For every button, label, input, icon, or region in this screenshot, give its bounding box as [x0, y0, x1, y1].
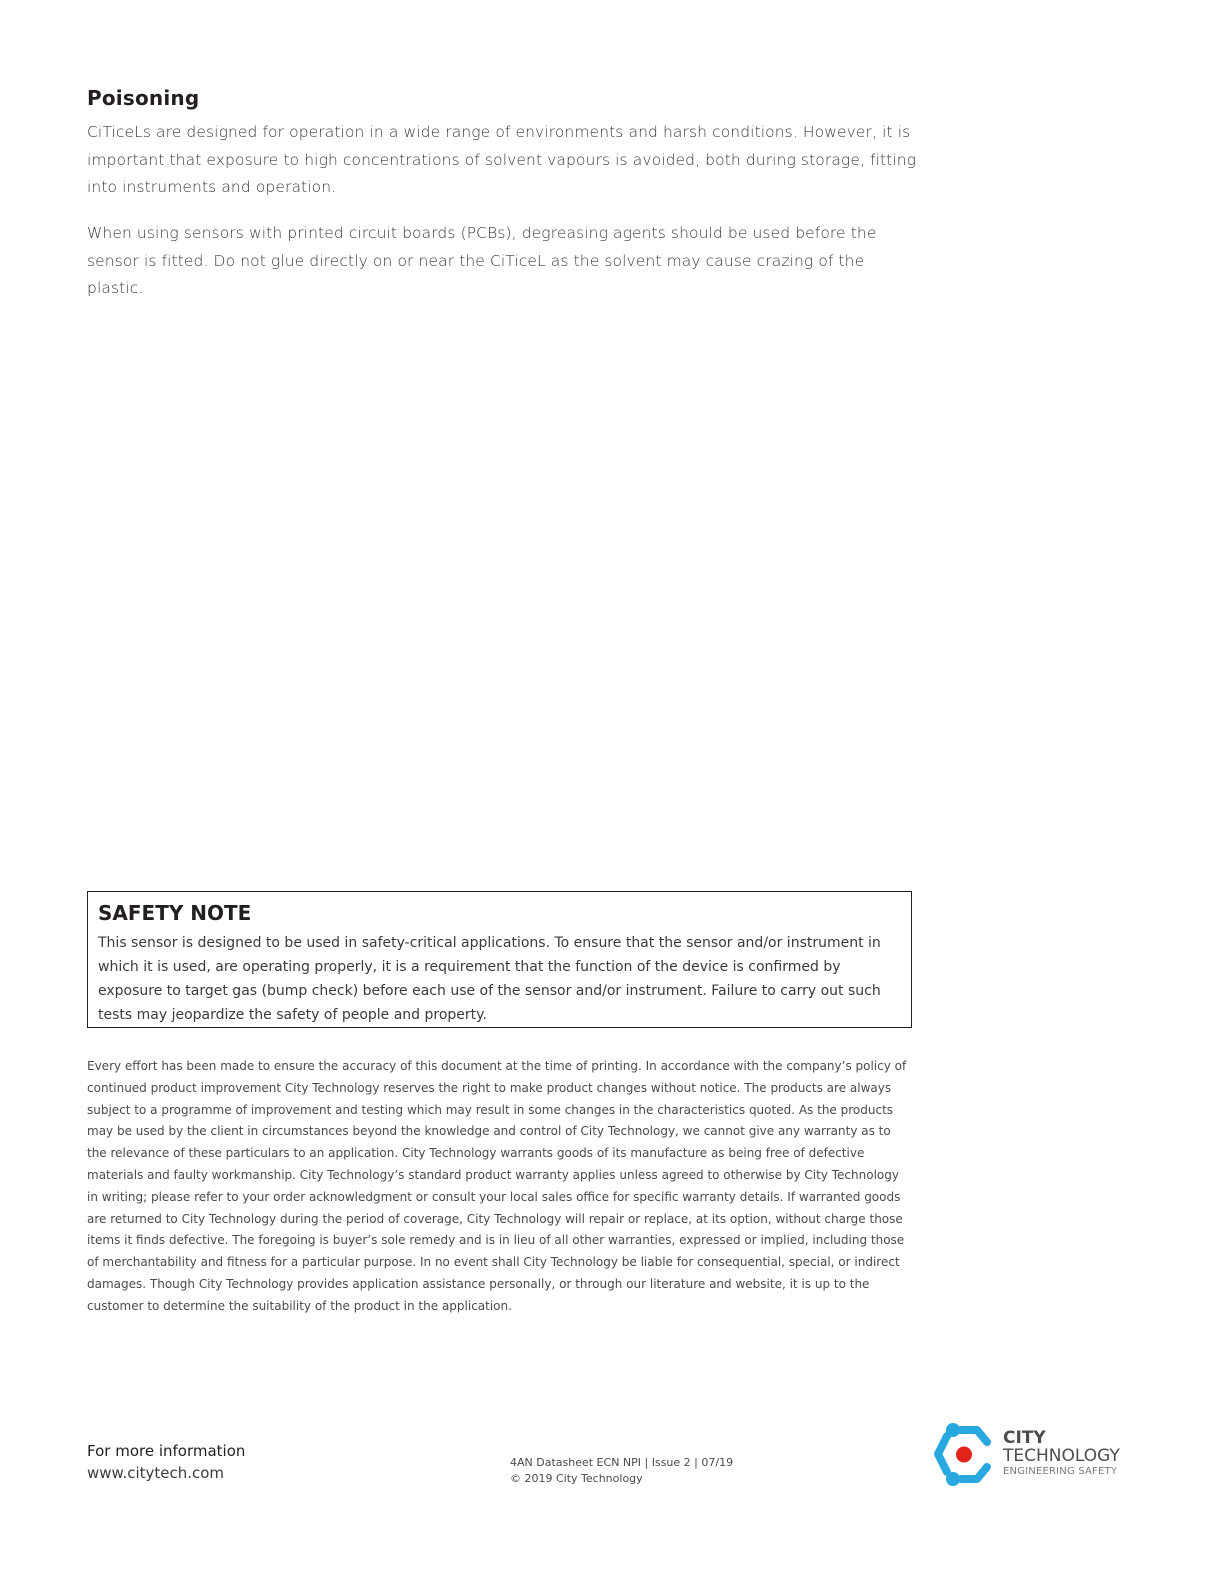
city-technology-logo — [933, 1420, 1133, 1490]
more-info-label: For more information — [87, 1442, 246, 1460]
poisoning-heading: Poisoning — [87, 86, 200, 110]
copyright-notice: © 2019 City Technology — [510, 1472, 643, 1485]
city-technology-logo-icon — [933, 1420, 999, 1490]
logo-word-technology: TECHNOLOGY — [1003, 1446, 1120, 1466]
logo-tagline: ENGINEERING SAFETY — [1003, 1466, 1118, 1477]
document-reference: 4AN Datasheet ECN NPI | Issue 2 | 07/19 — [510, 1456, 734, 1469]
poisoning-paragraph-1: CiTiceLs are designed for operation in a wide range of environments and harsh conditions. However, it is important that exposure to high concentrations of solvent vapours is avoided, both during storage, fitting into instruments and operation. — [87, 123, 917, 196]
logo-center-dot — [956, 1447, 972, 1463]
safety-note-box — [87, 891, 912, 1028]
logo-ring-top-right — [961, 1430, 987, 1442]
disclaimer-text: Every effort has been made to ensure the accuracy of this document at the time of printing. In accordance with the company’s policy of continued product improvement City Technology reserves the right to make product changes without notice. The products are always subject to a programme of improvement and testing which may result in some changes in the characteristics quoted. As the products may be used by the client in circumstances beyond the knowledge and control of City Technology, we cannot give any warranty as to the relevance of these particulars to an application. City Technology warrants goods of its manufacture as being free of defective materials and faulty workmanship. City Technology’s standard product warranty applies unless agreed to otherwise by City Technology in writing; please refer to your order acknowledgment or consult your local sales office for specific warranty details. If warranted goods are returned to City Technology during the period of coverage, City Technology will repair or replace, at its option, without charge those items it finds defective. The foregoing is buyer’s sole remedy and is in lieu of all other warranties, expressed or implied, including those of merchantability and fitness for a particular purpose. In no event shall City Technology be liable for consequential, special, or indirect damages. Though City Technology provides application assistance personally, or through our literature and website, it is up to the customer to determine the suitability of the product in the application. — [87, 1059, 907, 1313]
logo-ring-bottom-right — [961, 1467, 987, 1479]
poisoning-paragraph-2: When using sensors with printed circuit boards (PCBs), degreasing agents should be used before the sensor is fitted. Do not glue directly on or near the CiTiceL as the solvent may cause crazing of the plastic. — [87, 224, 877, 297]
logo-word-city: CITY — [1003, 1428, 1046, 1448]
website-link[interactable]: www.citytech.com — [87, 1464, 225, 1482]
safety-note-heading: SAFETY NOTE — [98, 901, 252, 925]
safety-note-text: This sensor is designed to be used in safety-critical applications. To ensure that the sensor and/or instrument in which it is used, are operating properly, it is a requirement that the function of the device is confirmed by exposure to target gas (bump check) before each use of the sensor and/or instrument. Failure to carry out such tests may jeopardize the safety of people and property. — [98, 935, 881, 1023]
logo-ring-left — [938, 1436, 947, 1472]
